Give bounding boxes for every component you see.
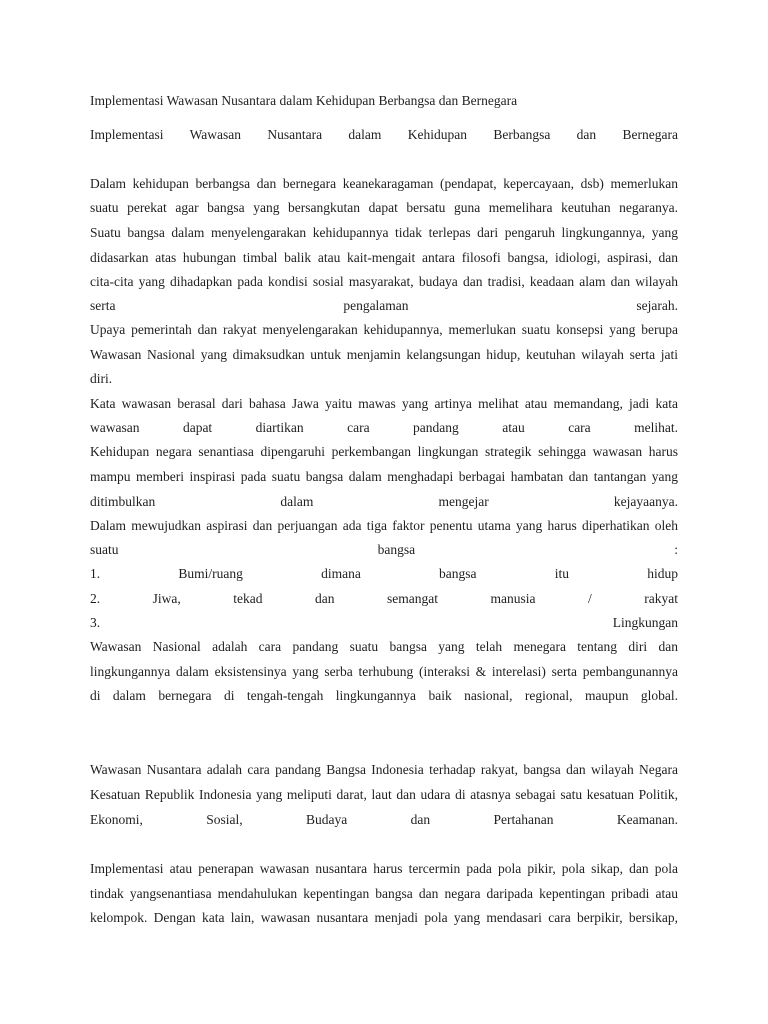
body-line: Implementasi Wawasan Nusantara dalam Kehidupan Berbangsa dan Bernegara	[90, 127, 678, 142]
body-line: suatu bangsa :	[90, 542, 678, 557]
body-line: 2. Jiwa, tekad dan semangat manusia / rakyat	[90, 591, 678, 606]
body-line: tindak yangsenantiasa mendahulukan kepentingan bangsa dan negara daripada kepentingan pribadi atau	[90, 886, 678, 901]
body-line: ditimbulkan dalam mengejar kejayaanya.	[90, 494, 678, 509]
body-line: wawasan dapat diartikan cara pandang atau cara melihat.	[90, 420, 678, 435]
body-line: Wawasan Nusantara adalah cara pandang Bangsa Indonesia terhadap rakyat, bangsa dan wilayah Negara	[90, 762, 678, 777]
document-title: Implementasi Wawasan Nusantara dalam Kehidupan Berbangsa dan Bernegara	[90, 93, 518, 108]
body-line: Ekonomi, Sosial, Budaya dan Pertahanan Keamanan.	[90, 812, 678, 827]
body-line: Wawasan Nasional adalah cara pandang suatu bangsa yang telah menegara tentang diri dan	[90, 639, 678, 654]
body-line: Wawasan Nasional yang dimaksudkan untuk menjamin kelangsungan hidup, keutuhan wilayah serta jati	[90, 347, 678, 362]
body-line: didasarkan atas hubungan timbal balik atau kait-mengait antara filosofi bangsa, idiologi, aspirasi, dan	[90, 250, 678, 265]
body-line: serta pengalaman sejarah.	[90, 298, 678, 313]
body-line: Kata wawasan berasal dari bahasa Jawa yaitu mawas yang artinya melihat atau memandang, jadi kata	[90, 396, 678, 411]
body-line: lingkungannya dalam eksistensinya yang serba terhubung (interaksi & interelasi) serta pembangunannya	[90, 664, 678, 679]
body-line: Kesatuan Republik Indonesia yang meliputi darat, laut dan udara di atasnya sebagai satu kesatuan Politik,	[90, 787, 678, 802]
body-line: cita-cita yang dihadapkan pada kondisi sosial masyarakat, budaya dan tradisi, keadaan alam dan wilayah	[90, 274, 678, 289]
body-line: Implementasi atau penerapan wawasan nusantara harus tercermin pada pola pikir, pola sikap, dan pola	[90, 861, 678, 876]
body-line: mampu memberi inspirasi pada suatu bangsa dalam menghadapi berbagai hambatan dan tantangan yang	[90, 469, 678, 484]
body-line: Dalam kehidupan berbangsa dan bernegara keanekaragaman (pendapat, kepercayaan, dsb) memerlukan	[90, 176, 678, 191]
body-line: diri.	[90, 371, 113, 386]
body-line: Kehidupan negara senantiasa dipengaruhi perkembangan lingkungan strategik sehingga wawasan harus	[90, 444, 678, 459]
body-line: kelompok. Dengan kata lain, wawasan nusantara menjadi pola yang mendasari cara berpikir, bersikap,	[90, 910, 678, 925]
body-line: di dalam bernegara di tengah-tengah lingkungannya baik nasional, regional, maupun global.	[90, 688, 678, 703]
body-line: Dalam mewujudkan aspirasi dan perjuangan ada tiga faktor penentu utama yang harus diperhatikan oleh	[90, 518, 678, 533]
body-line: 3. Lingkungan	[90, 615, 678, 630]
body-line: suatu perekat agar bangsa yang bersangkutan dapat bersatu guna memelihara keutuhan negaranya.	[90, 200, 678, 215]
body-line: Suatu bangsa dalam menyelengarakan kehidupannya tidak terlepas dari pengaruh lingkungannya, yang	[90, 225, 678, 240]
body-line: Upaya pemerintah dan rakyat menyelengarakan kehidupannya, memerlukan suatu konsepsi yang berupa	[90, 322, 678, 337]
body-line: 1. Bumi/ruang dimana bangsa itu hidup	[90, 566, 678, 581]
